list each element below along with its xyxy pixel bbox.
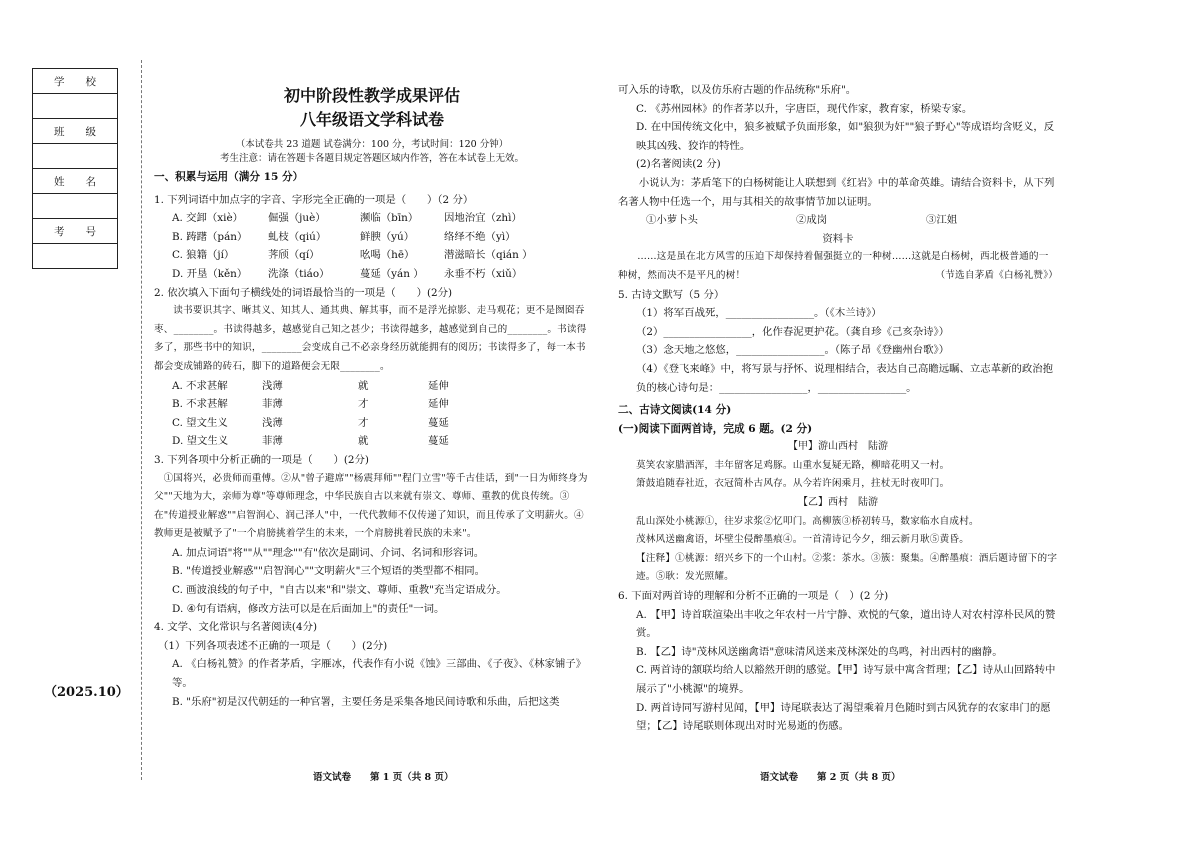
q4-option-a: A. 《白杨礼赞》的作者茅盾，字雁冰，代表作有小说《蚀》三部曲、《子夜》、《林家铺子》等。 — [172, 658, 587, 690]
q4-option-d: D. 在中国传统文化中，狼多被赋予负面形象，如"狼狈为奸""狼子野心"等成语均含贬义，反映其凶残、狡诈的特性。 — [636, 121, 1055, 152]
exam-note-2: 考生注意：请在答题卡各题目规定答题区域内作答，答在本试卷上无效。 — [219, 153, 524, 164]
q3-stem: 3. 下列各项中分析正确的一项是（ ）(2分) — [154, 453, 369, 466]
choice-1: ①小萝卜头 — [646, 214, 698, 227]
q1-option-a: A. 交卸（xiè） 倔强（juè） 濒临（bīn） 因地治宜（zhì） — [172, 212, 522, 225]
q5-item-3: （3）念天地之悠悠，_________________。（陈子昂《登幽州台歌》） — [636, 344, 950, 357]
q5-item-2: （2）_________________，化作春泥更护花。（龚自珍《己亥杂诗》） — [636, 325, 950, 338]
section-2-heading: 二、古诗文阅读(14 分) — [618, 404, 732, 417]
q6-stem: 6. 下面对两首诗的理解和分析不正确的一项是（ ）(2 分) — [618, 590, 889, 603]
poem-1-title: 【甲】游山西村 陆游 — [788, 441, 888, 453]
q5-item-4: （4）《登飞来峰》中，将写景与抒怀、说理相结合，表达自己高瞻远瞩、立志革新的政治抱负的核心诗句是：_________________，_________________。 — [636, 362, 1054, 394]
q4-stem: 4. 文学、文化常识与名著阅读(4分) — [154, 621, 318, 634]
q2-passage: 读书要识其字、晰其义、知其人、通其典、解其事，而不是浮光掠影、走马观花；更不是囫囵吞枣、________。书读得越多，越感觉自己知之甚少；书读得越多，越感觉到自己的________。书读得多了，那些书中的知识，________会变成自己不必亲身经历就能拥有的阅历；书读得多了，每一本书都会变成铺路的砖石，脚下的道路便会无限________。 — [154, 305, 587, 372]
q4-option-b-continued: 可入乐的诗歌，以及仿乐府古题的作品统称"乐府"。 — [618, 84, 857, 96]
q6-option-a: A. 【甲】诗首联渲染出丰收之年农村一片宁静、欢悦的气象，道出诗人对农村淳朴民风的赞赏。 — [636, 608, 1056, 640]
class-label: 班 级 — [33, 119, 118, 144]
q2-option-d: D. 望文生义 菲薄 就 蔓延 — [172, 435, 449, 448]
exam-title-2: 八年级语文学科试卷 — [299, 110, 444, 129]
exam-title-1: 初中阶段性教学成果评估 — [283, 86, 460, 105]
q1-option-d: D. 开垦（kěn） 洗涤（tiáo） 蔓延（yán ） 永垂不朽（xiǔ） — [172, 267, 523, 280]
poem-1-line-1: 莫笑农家腊酒浑，丰年留客足鸡豚。山重水复疑无路，柳暗花明又一村。 — [636, 459, 950, 471]
q2-stem: 2. 依次填入下面句子横线处的词语最恰当的一项是（ ）(2分) — [154, 286, 453, 299]
class-field[interactable] — [33, 144, 118, 169]
exam-no-field[interactable] — [33, 244, 118, 269]
q5-item-1: （1）将军百战死，_________________。（《木兰诗》） — [636, 307, 882, 320]
page-1-column — [154, 84, 590, 711]
page-2-footer: 语文试卷 第 2 页（共 8 页） — [760, 772, 901, 783]
poem-2-title: 【乙】西村 陆游 — [798, 497, 878, 509]
exam-no-label: 考 号 — [33, 219, 118, 244]
q5-stem: 5. 古诗文默写（5 分） — [618, 288, 725, 301]
poem-2-line-2: 茂林风送幽禽语，坏壁尘侵醉墨痕④。一首清诗记今夕，细云新月耿⑤黄昏。 — [636, 534, 969, 546]
q4-option-c: C. 《苏州园林》的作者茅以升，字唐臣，现代作家，教育家，桥梁专家。 — [636, 102, 973, 115]
q3-option-c: C. 画波浪线的句子中，"自古以来"和"崇文、尊师、重教"充当定语成分。 — [172, 584, 507, 597]
q4-sub2: (2)名著阅读(2 分) — [636, 158, 721, 171]
section-1-heading: 一、积累与运用（满分 15 分） — [154, 171, 304, 183]
q4-option-b: B. "乐府"初是汉代朝廷的一种官署，主要任务是采集各地民间诗歌和乐曲，后把这类 — [172, 695, 560, 708]
q2-option-c: C. 望文生义 浅薄 才 蔓延 — [172, 416, 449, 429]
section-2-sub: (一)阅读下面两首诗，完成 6 题。(2 分) — [618, 422, 813, 435]
q1-option-c: C. 狼籍（jí） 荠颀（qí） 吆喝（hē） 潜滋暗长（qián ） — [172, 249, 533, 262]
card-text: ……这是虽在北方风雪的压迫下却保持着倔强挺立的一种树……这就是白杨树，西北极普通的一种树，然而决不是平凡的树！ — [618, 251, 1049, 281]
q6-option-c: C. 两首诗的颔联均给人以豁然开朗的感觉。【甲】诗写景中寓含哲理；【乙】诗从山回路转中展示了"小桃源"的境界。 — [636, 664, 1056, 695]
poem-notes: 【注释】①桃源：绍兴乡下的一个山村。②浆：茶水。③簇：聚集。④醉墨痕：酒后题诗留下的字迹。⑤耿：发光照耀。 — [636, 552, 1058, 583]
exam-note-1: （本试卷共 23 道题 试卷满分：100 分，考试时间：120 分钟） — [235, 139, 509, 150]
poem-1-line-2: 箫鼓追随春社近，衣冠简朴古风存。从今若许闲乘月，拄杖无时夜叩门。 — [636, 478, 950, 490]
exam-date: （2025.10） — [44, 685, 129, 700]
choice-2: ②成岗 — [796, 214, 828, 227]
q3-passage: ①国将兴，必贵师而重傅。②从"曾子避席""杨震拜师""程门立雪"等千古佳话，到"一日为师终身为父""天地为大，亲师为尊"等尊师理念，中华民族自古以来就有崇文、尊师、重教的优良传统。③在"传道授业解惑""启智润心、润己泽人"中，一代代教师不仅传递了知识，而且传承了文明薪火。④教师更是被赋予了"一个肩膀挑着学生的未来，一个肩膀挑着民族的未来"。 — [154, 472, 588, 540]
choice-3: ③江姐 — [926, 214, 958, 227]
school-field[interactable] — [33, 94, 118, 119]
q4-sub2-text: 小说认为：茅盾笔下的白杨树能让人联想到《红岩》中的革命英雄。请结合资料卡，从下列名著人物中任选一个，用与其相关的故事情节加以证明。 — [618, 176, 1055, 208]
q3-option-a: A. 加点词语"将""从""理念""有"依次是副词、介词、名词和形容词。 — [172, 546, 485, 559]
student-info-table — [32, 68, 118, 269]
q3-option-b: B. "传道授业解惑""启智润心""文明薪火"三个短语的类型都不相同。 — [172, 565, 486, 578]
card-title: 资料卡 — [822, 232, 854, 245]
q4-sub1: （1）下列各项表述不正确的一项是（ ）(2分) — [158, 639, 388, 652]
q2-option-a: A. 不求甚解 浅薄 就 延伸 — [172, 379, 449, 392]
name-field[interactable] — [33, 194, 118, 219]
school-label: 学 校 — [33, 69, 118, 94]
q1-option-b: B. 踌躇（pán） 虬枝（qiú） 鲜腴（yú） 络绎不绝（yì） — [172, 230, 516, 243]
q6-option-d: D. 两首诗同写游村见闻，【甲】诗尾联表达了渴望乘着月色随时到古风犹存的农家串门的愿望；【乙】诗尾联则体现出对时光易逝的伤感。 — [636, 701, 1051, 733]
poem-2-line-1: 乱山深处小桃源①，往岁求浆②忆叩门。高柳簇③桥初转马，数家临水自成村。 — [636, 515, 979, 527]
name-label: 姓 名 — [33, 169, 118, 194]
q2-option-b: B. 不求甚解 菲薄 才 延伸 — [172, 398, 449, 411]
binding-line — [141, 60, 142, 780]
page-1-footer: 语文试卷 第 1 页（共 8 页） — [313, 772, 454, 783]
page-2-column — [618, 81, 1058, 736]
q3-option-d: D. ④句有语病，修改方法可以是在后面加上"的责任"一词。 — [172, 602, 445, 615]
card-source: （节选自茅盾《白杨礼赞》） — [935, 269, 1058, 281]
character-choices — [618, 211, 1058, 230]
q6-option-b: B. 【乙】诗"茂林风送幽禽语"意味清风送来茂林深处的鸟鸣，衬出西村的幽静。 — [636, 645, 1003, 658]
q1-stem: 1. 下列词语中加点字的字音、字形完全正确的一项是（ ）（2 分） — [154, 193, 474, 206]
